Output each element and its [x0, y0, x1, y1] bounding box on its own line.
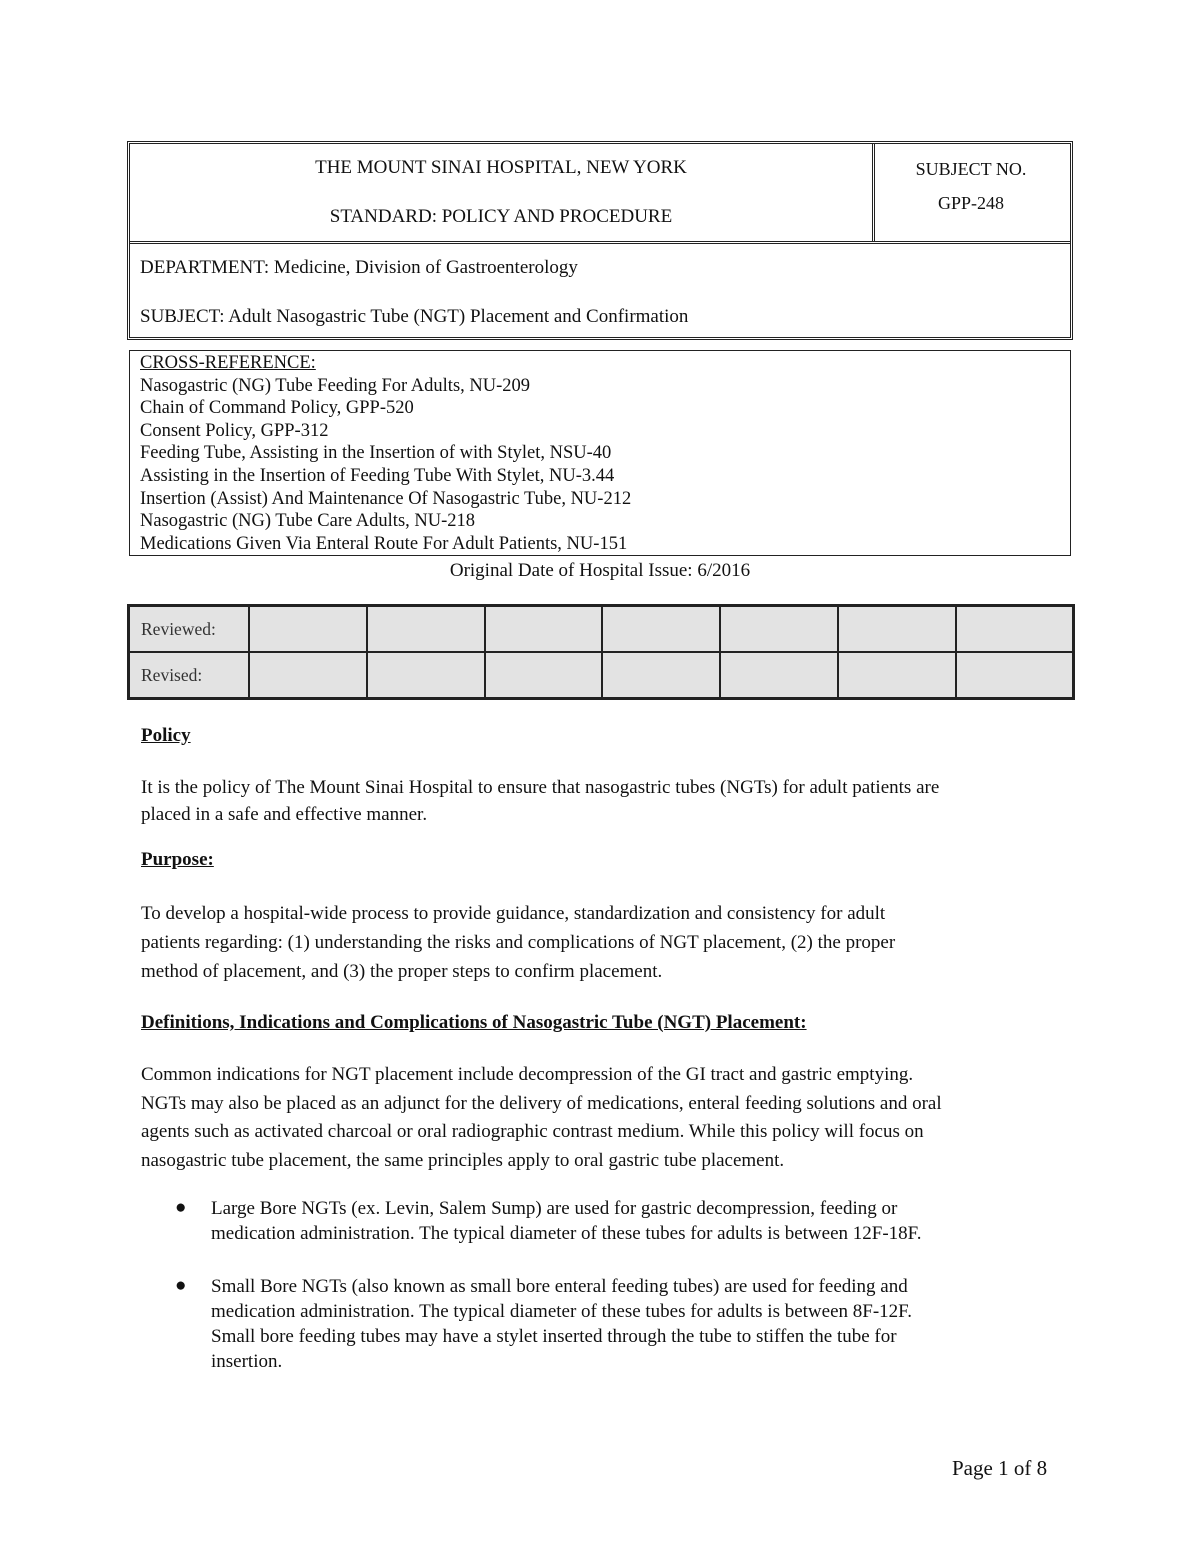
table-cell	[838, 606, 956, 653]
cross-reference-item: Consent Policy, GPP-312	[140, 420, 329, 441]
list-item-line: medication administration. The typical diameter of these tubes for adults is between 12F-18F.	[211, 1223, 922, 1244]
table-cell	[485, 652, 603, 699]
purpose-line: patients regarding: (1) understanding the risks and complications of NGT placement, (2) the proper	[141, 932, 896, 953]
cross-reference-item: Nasogastric (NG) Tube Feeding For Adults, NU-209	[140, 375, 531, 396]
list-item-line: Large Bore NGTs (ex. Levin, Salem Sump) are used for gastric decompression, feeding or	[211, 1198, 898, 1219]
subject-title: SUBJECT: Adult Nasogastric Tube (NGT) Placement and Confirmation	[140, 306, 689, 327]
definitions-line: agents such as activated charcoal or oral radiographic contrast medium. While this policy will focus on	[141, 1121, 924, 1142]
purpose-text	[141, 899, 1071, 986]
purpose-heading: Purpose:	[141, 849, 214, 870]
cross-reference-heading: CROSS-REFERENCE:	[140, 353, 316, 373]
subject-no-label: SUBJECT NO.	[915, 159, 1027, 179]
definitions-line: nasogastric tube placement, the same principles apply to oral gastric tube placement.	[141, 1149, 785, 1171]
list-item-line: medication administration. The typical diameter of these tubes for adults is between 8F-12F.	[211, 1301, 912, 1322]
table-cell	[956, 606, 1074, 653]
table-row	[129, 606, 1074, 653]
document-standard: STANDARD: POLICY AND PROCEDURE	[329, 206, 673, 227]
table-cell	[367, 652, 485, 699]
definitions-text	[141, 1061, 1071, 1175]
table-cell	[249, 652, 367, 699]
institution-name: THE MOUNT SINAI HOSPITAL, NEW YORK	[315, 157, 687, 178]
definitions-line: NGTs may also be placed as an adjunct for the delivery of medications, enteral feeding solutions and oral	[141, 1092, 942, 1114]
cross-reference-item: Assisting in the Insertion of Feeding Tube With Stylet, NU-3.44	[140, 465, 615, 486]
table-cell	[249, 606, 367, 653]
table-cell	[720, 606, 838, 653]
table-row	[129, 652, 1074, 699]
cross-reference-item: Chain of Command Policy, GPP-520	[140, 398, 414, 419]
table-cell	[367, 606, 485, 653]
bullet-icon: ●	[175, 1275, 187, 1296]
list-item-line: insertion.	[211, 1351, 283, 1372]
policy-line: placed in a safe and effective manner.	[141, 804, 428, 825]
policy-text	[141, 774, 1071, 828]
cross-reference-item: Medications Given Via Enteral Route For Adult Patients, NU-151	[140, 533, 628, 554]
subject-no-value: GPP-248	[937, 193, 1004, 213]
revised-label: Revised:	[129, 652, 250, 699]
cross-reference-item: Insertion (Assist) And Maintenance Of Nasogastric Tube, NU-212	[140, 488, 632, 509]
header-title-cell	[130, 144, 875, 241]
table-cell	[956, 652, 1074, 699]
page-number: Page 1 of 8	[952, 1456, 1048, 1480]
table-cell	[485, 606, 603, 653]
policy-line: It is the policy of The Mount Sinai Hospital to ensure that nasogastric tubes (NGTs) for adult patients are	[141, 777, 940, 798]
definitions-line: Common indications for NGT placement include decompression of the GI tract and gastric emptying.	[141, 1064, 914, 1085]
list-item-line: Small bore feeding tubes may have a stylet inserted through the tube to stiffen the tube for	[211, 1326, 897, 1347]
table-cell	[720, 652, 838, 699]
table-cell	[602, 652, 720, 699]
review-table	[127, 604, 1075, 700]
purpose-line: method of placement, and (3) the proper steps to confirm placement.	[141, 961, 663, 982]
header-block	[127, 141, 1073, 340]
cross-reference-box	[129, 350, 1071, 556]
original-issue-date: Original Date of Hospital Issue: 6/2016	[449, 560, 751, 581]
cross-reference-item: Feeding Tube, Assisting in the Insertion of with Stylet, NSU-40	[140, 443, 612, 464]
table-cell	[838, 652, 956, 699]
table-cell	[602, 606, 720, 653]
department: DEPARTMENT: Medicine, Division of Gastroenterology	[140, 257, 578, 278]
list-item	[211, 1274, 1071, 1374]
cross-reference-item: Nasogastric (NG) Tube Care Adults, NU-218	[140, 511, 476, 532]
list-item	[211, 1196, 1071, 1246]
header-top-row	[130, 144, 1070, 244]
purpose-line: To develop a hospital-wide process to provide guidance, standardization and consistency for adult	[141, 903, 886, 924]
policy-heading: Policy	[141, 725, 191, 746]
reviewed-label: Reviewed:	[129, 606, 250, 653]
list-item-line: Small Bore NGTs (also known as small bore enteral feeding tubes) are used for feeding and	[211, 1276, 908, 1297]
bullet-icon: ●	[175, 1197, 187, 1218]
definitions-heading: Definitions, Indications and Complications of Nasogastric Tube (NGT) Placement:	[141, 1012, 807, 1033]
